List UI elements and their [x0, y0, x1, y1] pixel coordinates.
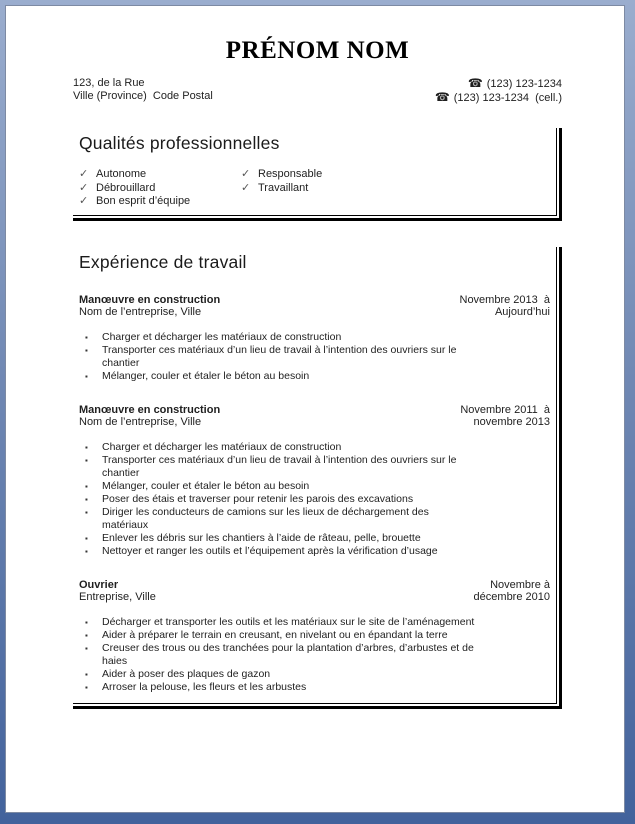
- job-duty-item: [79, 331, 477, 344]
- list-item-text: Mélanger, couler et étaler le béton au besoin: [102, 479, 310, 492]
- quality-item: [241, 182, 322, 196]
- job-duty-item: [79, 370, 477, 383]
- list-item-text: Travaillant: [258, 181, 309, 194]
- square-bullet-icon: ▪: [85, 507, 88, 517]
- job-duty-item: [79, 506, 477, 532]
- job-title-company: [79, 579, 156, 604]
- job-duties-list: [79, 441, 477, 558]
- square-bullet-icon: ▪: [85, 546, 88, 556]
- job-title: Manœuvre en construction: [79, 403, 221, 416]
- list-item-text: Mélanger, couler et étaler le béton au besoin: [102, 369, 310, 382]
- job-duty-item: [79, 454, 477, 480]
- square-bullet-icon: ▪: [85, 494, 88, 504]
- job-duty-item: [79, 681, 477, 694]
- quality-item: [241, 168, 322, 182]
- qualities-section-inner: [73, 128, 557, 216]
- job-entry: [79, 404, 550, 558]
- job-date-line-2: Aujourd’hui: [494, 306, 550, 318]
- job-dates: [435, 294, 550, 319]
- list-item-text: Nettoyer et ranger les outils et l’équipement après la vérification d’usage: [102, 544, 438, 557]
- job-duty-item: [79, 616, 477, 629]
- job-title: Ouvrier: [79, 578, 119, 591]
- job-duty-item: [79, 642, 477, 668]
- experience-section-title: Expérience de travail: [79, 251, 247, 272]
- job-date-line-1: Novembre 2013 à: [459, 293, 550, 306]
- job-date-line-1: Novembre 2011 à: [460, 403, 550, 416]
- job-duty-item: [79, 545, 477, 558]
- square-bullet-icon: ▪: [85, 345, 88, 355]
- job-duty-item: [79, 344, 477, 370]
- telephone-icon: ☎: [434, 90, 450, 104]
- document-page: [5, 5, 625, 813]
- document-content: [73, 37, 562, 709]
- phone-block: [435, 77, 562, 105]
- telephone-icon: ☎: [467, 76, 483, 90]
- job-date-line-1: Novembre à: [490, 578, 550, 591]
- phone-number-1: (123) 123-1234: [486, 78, 562, 90]
- job-header: [79, 404, 550, 429]
- job-date-line-2: décembre 2010: [473, 591, 550, 603]
- qualities-column-2: [241, 168, 322, 209]
- square-bullet-icon: ▪: [85, 371, 88, 381]
- job-duty-item: [79, 493, 477, 506]
- square-bullet-icon: ▪: [85, 643, 88, 653]
- phone-number-2: (123) 123-1234 (cell.): [453, 92, 562, 104]
- list-item-text: Décharger et transporter les outils et les matériaux sur le site de l’aménagement: [102, 615, 475, 628]
- job-company: Nom de l’entreprise, Ville: [79, 306, 202, 318]
- square-bullet-icon: ▪: [85, 332, 88, 342]
- list-item-text: Bon esprit d’équipe: [96, 195, 191, 207]
- job-duty-item: [79, 668, 477, 681]
- checkmark-icon: ✓: [241, 168, 251, 180]
- square-bullet-icon: ▪: [85, 442, 88, 452]
- square-bullet-icon: ▪: [85, 669, 88, 679]
- job-entry: [79, 294, 550, 383]
- experience-section-inner: [73, 247, 557, 704]
- list-item-text: Poser des étais et traverser pour retenir les parois des excavations: [102, 492, 414, 505]
- list-item-text: Autonome: [96, 168, 147, 180]
- checkmark-icon: ✓: [241, 181, 251, 194]
- square-bullet-icon: ▪: [85, 617, 88, 627]
- job-company: Nom de l’entreprise, Ville: [79, 416, 202, 428]
- address-line-1: 123, de la Rue: [73, 77, 145, 89]
- job-duty-item: [79, 480, 477, 493]
- list-item-text: Creuser des trous ou des tranchées pour la plantation d’arbres, d’arbustes et de haies: [102, 641, 474, 667]
- job-title-company: [79, 294, 220, 319]
- job-dates: [435, 404, 550, 429]
- checkmark-icon: ✓: [79, 195, 89, 207]
- job-duty-item: [79, 629, 477, 642]
- list-item-text: Transporter ces matériaux d’un lieu de travail à l’intention des ouvriers sur le chantier: [102, 343, 457, 369]
- phone-line-1: [435, 77, 562, 91]
- list-item-text: Débrouillard: [96, 181, 156, 194]
- contact-block: [73, 77, 562, 105]
- list-item-text: Charger et décharger les matériaux de construction: [102, 440, 342, 453]
- job-duty-item: [79, 441, 477, 454]
- job-company: Entreprise, Ville: [79, 591, 156, 603]
- list-item-text: Diriger les conducteurs de camions sur les lieux de déchargement des matériaux: [102, 505, 429, 531]
- experience-section: [73, 247, 562, 709]
- job-date-line-2: novembre 2013: [473, 416, 550, 428]
- job-duties-list: [79, 616, 477, 694]
- quality-item: [79, 182, 241, 196]
- square-bullet-icon: ▪: [85, 533, 88, 543]
- checkmark-icon: ✓: [79, 181, 89, 194]
- square-bullet-icon: ▪: [85, 455, 88, 465]
- job-entry: [79, 579, 550, 694]
- address-line-2: Ville (Province) Code Postal: [73, 90, 213, 102]
- address-block: [73, 77, 213, 105]
- list-item-text: Responsable: [258, 168, 323, 180]
- list-item-text: Charger et décharger les matériaux de construction: [102, 330, 342, 343]
- job-duties-list: [79, 331, 477, 383]
- square-bullet-icon: ▪: [85, 682, 88, 692]
- square-bullet-icon: ▪: [85, 630, 88, 640]
- list-item-text: Arroser la pelouse, les fleurs et les arbustes: [102, 680, 307, 693]
- list-item-text: Aider à poser des plaques de gazon: [102, 667, 271, 680]
- quality-item: [79, 195, 241, 209]
- square-bullet-icon: ▪: [85, 481, 88, 491]
- quality-item: [79, 168, 241, 182]
- resume-name-title: PRÉNOM NOM: [225, 37, 410, 64]
- phone-line-2: [435, 91, 562, 105]
- list-item-text: Transporter ces matériaux d’un lieu de travail à l’intention des ouvriers sur le chantier: [102, 453, 457, 479]
- job-title: Manœuvre en construction: [79, 293, 221, 306]
- qualities-section-title: Qualités professionnelles: [79, 133, 280, 153]
- qualities-list: [79, 168, 550, 211]
- job-duty-item: [79, 532, 477, 545]
- job-dates: [435, 579, 550, 604]
- qualities-section: [73, 128, 562, 221]
- list-item-text: Enlever les débris sur les chantiers à l’aide de râteau, pelle, brouette: [102, 531, 421, 544]
- job-header: [79, 579, 550, 604]
- list-item-text: Aider à préparer le terrain en creusant, en nivelant ou en épandant la terre: [102, 628, 448, 641]
- checkmark-icon: ✓: [79, 168, 89, 180]
- qualities-column-1: [79, 168, 241, 209]
- job-header: [79, 294, 550, 319]
- job-title-company: [79, 404, 220, 429]
